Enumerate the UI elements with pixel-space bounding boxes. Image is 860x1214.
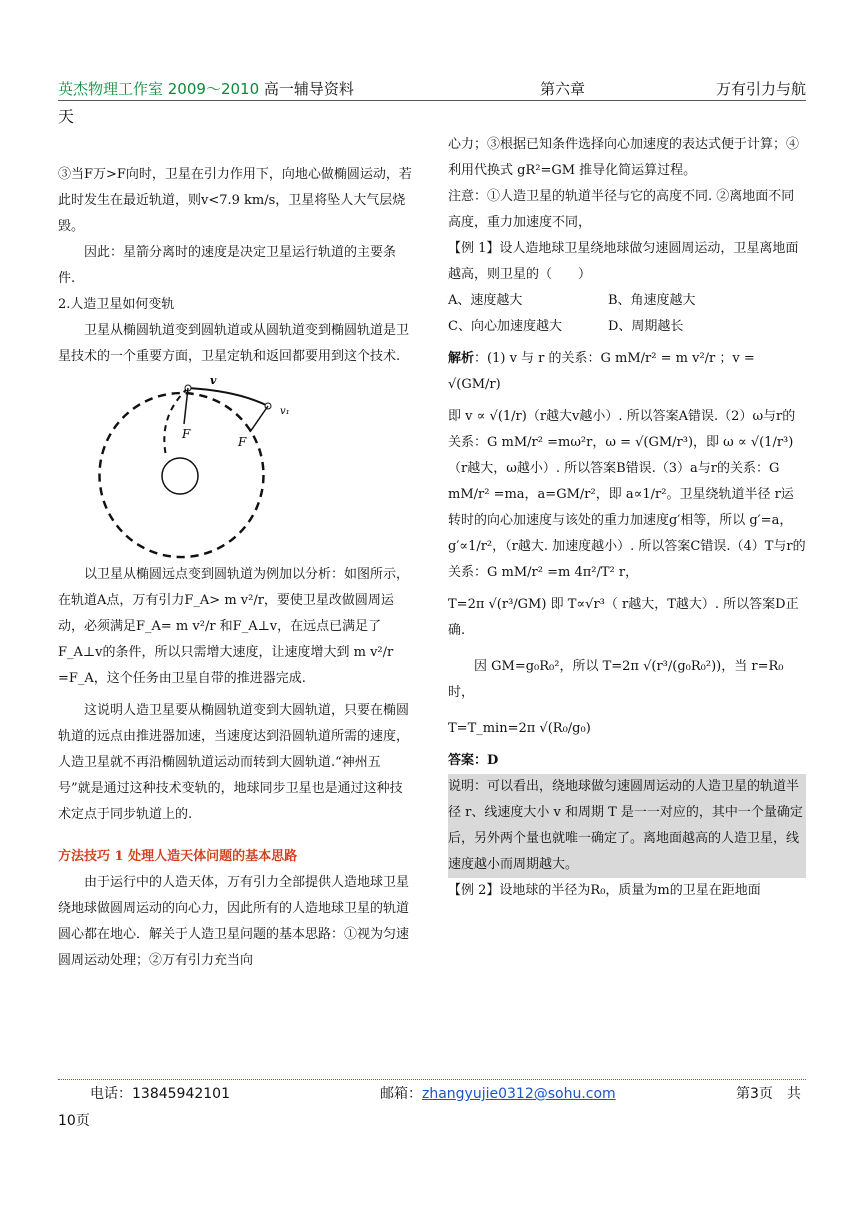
chapter-title-wrap: 天 [58, 107, 75, 126]
orbit-diagram [88, 376, 413, 556]
solution-text: （r越大，ω越小）. 所以答案B错误.（3）a与r的关系：G mM/r² =ma，a=GM/r²，即 a∝1/r²。卫星绕轨道半径 r运转时的向心加速度与该处的重力加速度g′相等，所以 g′=a， g′∝1/r²，（r越大. 加速度越小）. 所以答案C错误.（4）T与r的关系：G mM/r² =m 4π²/T² r， [448, 461, 806, 580]
paragraph: 因此：星箭分离时的速度是决定卫星运行轨道的主要条件. [58, 245, 397, 286]
left-column [58, 132, 413, 974]
method-title: 方法技巧 1 处理人造天体问题的基本思路 [58, 849, 298, 864]
option-b: B、角速度越大 [608, 293, 696, 308]
footer-page: 第3页 共 [736, 1086, 801, 1102]
footer-phone: 电话：13845942101 [90, 1086, 230, 1102]
option-d: D、周期越长 [608, 319, 684, 334]
solution-line [448, 346, 806, 398]
force-label: F [238, 435, 247, 449]
paragraph: 卫星从椭圆轨道变到圆轨道或从圆轨道变到椭圆轨道是卫星技术的一个重要方面，卫星定轨和返回都要用到这个技术. [58, 323, 410, 364]
example-2: 【例 2】设地球的半径为R₀，质量为m的卫星在距地面 [448, 883, 761, 898]
studio-name: 英杰物理工作室 2009～2010 [58, 80, 260, 98]
force-label: F [182, 427, 191, 441]
solution-text: T=2π √(r³/GM) 即 T∝√r³（ r越大，T越大）. 所以答案D正确. [448, 597, 799, 638]
header-left [58, 78, 354, 99]
chapter-label: 第六章 [540, 80, 586, 98]
answer: 答案：D [448, 753, 499, 768]
solution-text: ：(1) v 与 r 的关系：G mM/r² = m v²/r ；v = √(GM/r) [448, 351, 755, 392]
mail-label: 邮箱： [380, 1086, 422, 1102]
mail-link[interactable]: zhangyujie0312@sohu.com [422, 1086, 616, 1102]
footer-mail [380, 1083, 616, 1103]
note-box: 说明：可以看出，绕地球做匀速圆周运动的人造卫星的轨道半径 r、线速度大小 v 和周期 T 是一一对应的，其中一个量确定后，另外两个量也就唯一确定了。离地面越高的人造卫星，线速度越小而周期越大。 [448, 774, 806, 878]
page-header [58, 78, 806, 101]
paragraph: 注意：①人造卫星的轨道半径与它的高度不同. ②离地面不同高度，重力加速度不同， [448, 189, 795, 230]
example-1: 【例 1】设人造地球卫星绕地球做匀速圆周运动，卫星离地面越高，则卫星的（ ） [448, 241, 799, 282]
option-a: A、速度越大 [448, 293, 523, 308]
options [448, 288, 806, 340]
material-title: 高一辅导资料 [259, 80, 354, 98]
chapter-title: 万有引力与航 [715, 80, 806, 98]
paragraph: 以卫星从椭圆远点变到圆轨道为例加以分析：如图所示，在轨道A点，万有引力F_A> m v²/r，要使卫星改做圆周运动，必须满足F_A= m v²/r 和F_A⊥v，在远点已满足了F_A⊥v的条件，所以只需增大速度，让速度增大到 m v²/r =F_A，这个任务由卫星自带的推进器完成. [58, 567, 410, 686]
section-heading: 2.人造卫星如何变轨 [58, 297, 175, 312]
paragraph: ③当F万>F向时，卫星在引力作用下，向地心做椭圆运动，若此时发生在最近轨道，则v<7.9 km/s，卫星将坠人大气层烧毁。 [58, 167, 412, 234]
solution-text: 即 v ∝ √(1/r)（r越大v越小）. 所以答案A错误.（2）ω与r的关系：G mM/r² =mω²r，ω = √(GM/r³)，即 ω ∝ √(1/r³) [448, 409, 796, 450]
paragraph: 这说明人造卫星要从椭圆轨道变到大圆轨道，只要在椭圆轨道的远点由推进器加速，当速度达到沿圆轨道所需的速度，人造卫星就不再沿椭圆轨道运动而转到大圆轨道.“神州五号”就是通过这种技术变轨的，地球同步卫星也是通过这种技术定点于同步轨道上的. [58, 703, 410, 822]
option-c: C、向心加速度越大 [448, 319, 562, 334]
footer-page-total: 10页 [58, 1113, 90, 1129]
solution-text: T=T_min=2π √(R₀/g₀) [448, 721, 591, 736]
paragraph: 心力；③根据已知条件选择向心加速度的表达式便于计算；④利用代换式 gR²=GM 推导化简运算过程。 [448, 137, 800, 178]
footer-divider [58, 1079, 806, 1080]
solution-label: 解析 [448, 351, 475, 366]
paragraph: 由于运行中的人造天体，万有引力全部提供人造地球卫星绕地球做圆周运动的向心力，因此所有的人造地球卫星的轨道圆心都在地心．解关于人造卫星问题的基本思路：①视为匀速圆周运动处理；②万有引力充当向 [58, 875, 410, 968]
velocity-label: v [210, 374, 217, 387]
solution-text: 因 GM=g₀R₀²，所以 T=2π √(r³/(g₀R₀²))，当 r=R₀ 时， [448, 659, 784, 700]
right-column [448, 132, 806, 904]
velocity-label: v₁ [280, 406, 290, 417]
